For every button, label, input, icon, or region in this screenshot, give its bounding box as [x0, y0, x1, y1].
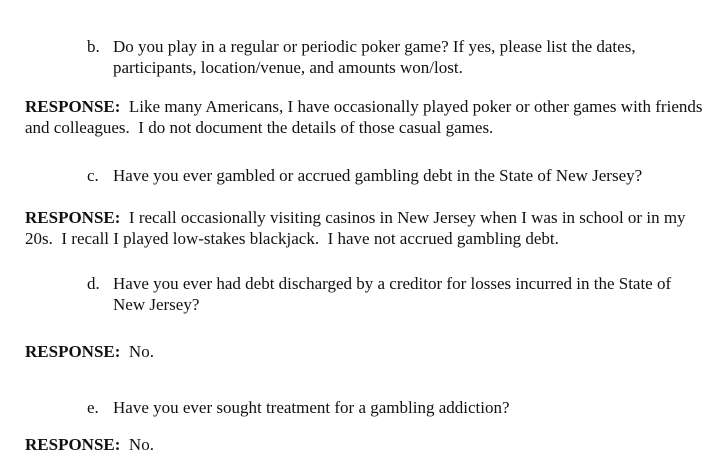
question-letter: b. [87, 37, 100, 56]
question-text: Have you ever sought treatment for a gambling addiction? [113, 398, 510, 417]
response-c [25, 207, 705, 249]
question-letter: e. [87, 398, 99, 417]
question-b [87, 36, 687, 78]
response-d [25, 341, 705, 362]
response-label: RESPONSE: [25, 208, 121, 227]
response-text: No. [124, 435, 154, 454]
question-text: Do you play in a regular or periodic poker game? If yes, please list the dates, participants, location/venue, and amounts won/lost. [113, 37, 636, 77]
question-c [87, 165, 687, 186]
response-b [25, 96, 705, 138]
response-e [25, 434, 705, 455]
question-d [87, 273, 687, 315]
response-label: RESPONSE: [25, 435, 121, 454]
response-label: RESPONSE: [25, 342, 121, 361]
question-letter: c. [87, 166, 99, 185]
response-text: I recall occasionally visiting casinos in New Jersey when I was in school or in my 20s. I recall I played low-stakes blackjack. I have not accrued gambling debt. [25, 208, 690, 248]
response-text: No. [124, 342, 154, 361]
response-text: Like many Americans, I have occasionally played poker or other games with friends and colleagues. I do not document the details of those casual games. [25, 97, 707, 137]
question-e [87, 397, 687, 418]
question-text: Have you ever had debt discharged by a creditor for losses incurred in the State of New Jersey? [113, 274, 672, 314]
question-letter: d. [87, 274, 100, 293]
response-label: RESPONSE: [25, 97, 121, 116]
question-text: Have you ever gambled or accrued gambling debt in the State of New Jersey? [113, 166, 643, 185]
